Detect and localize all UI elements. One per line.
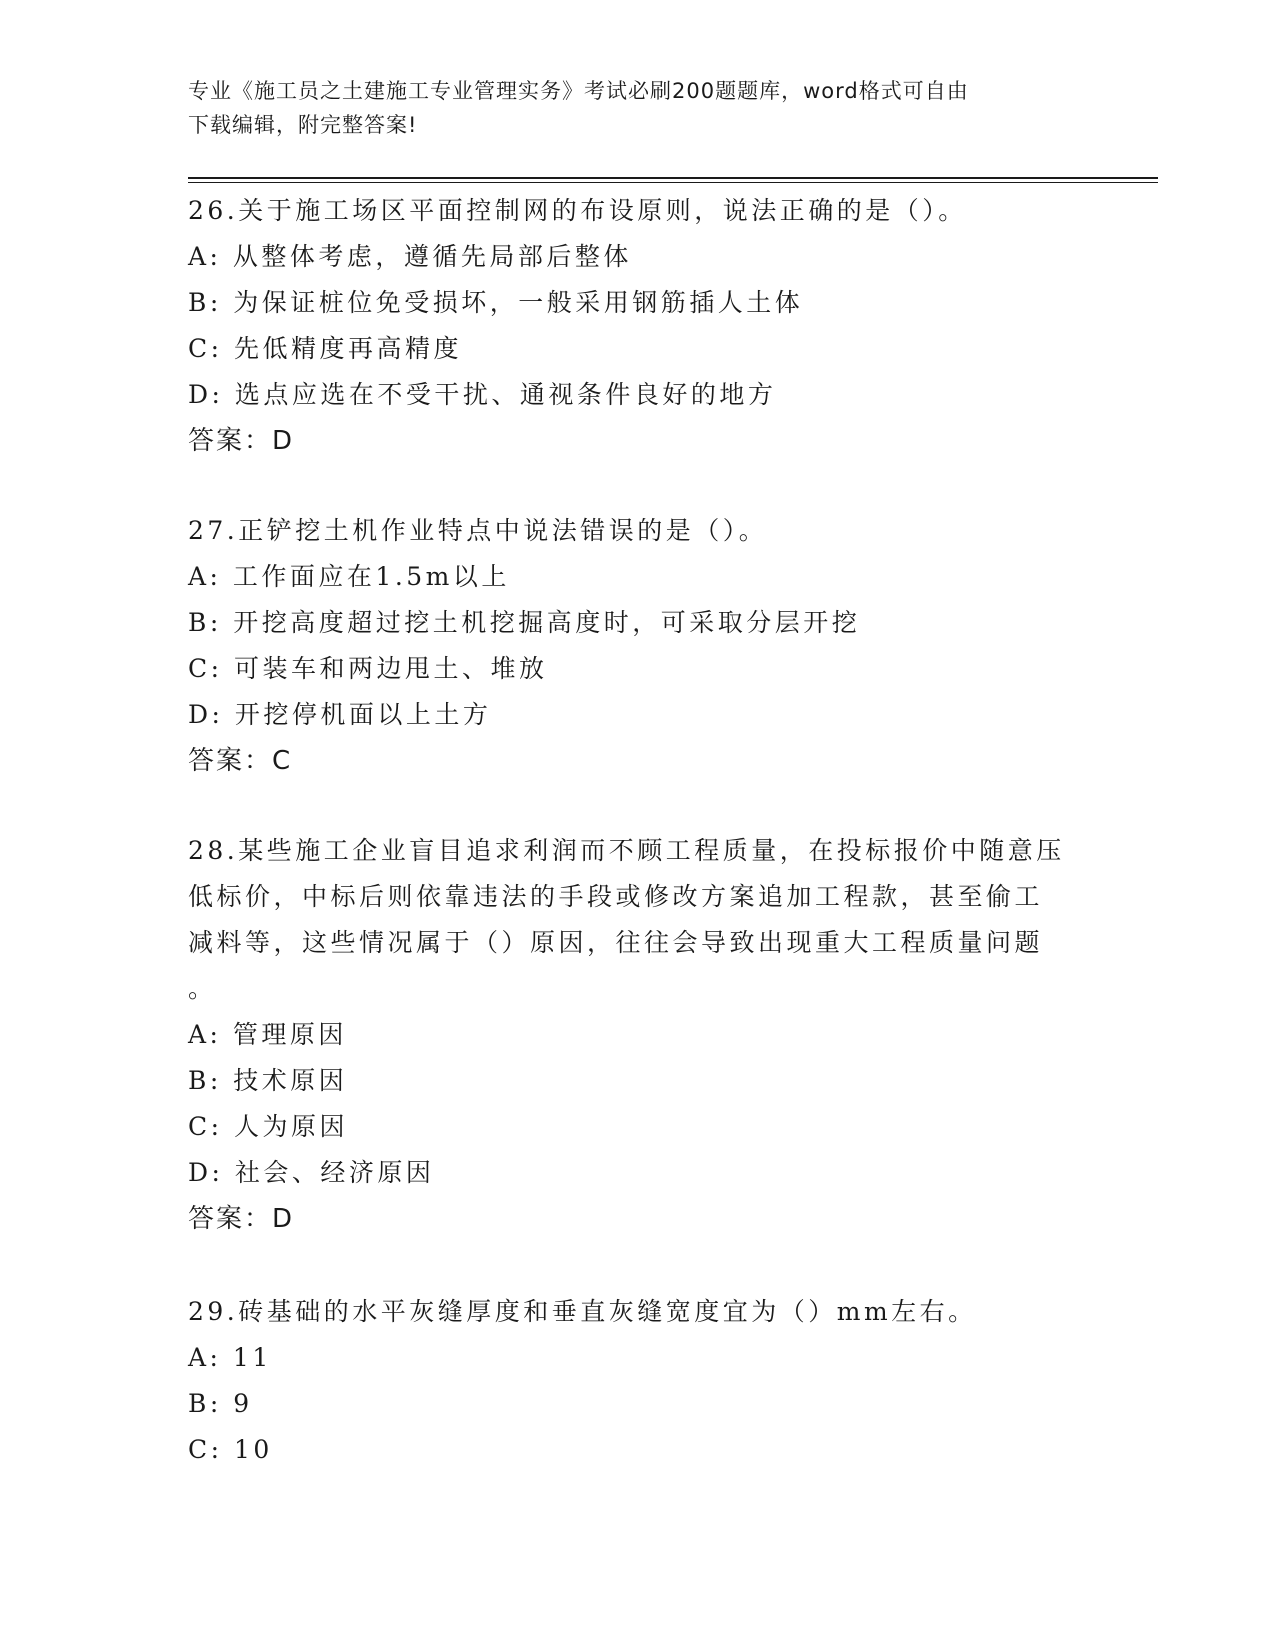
option-d: D: 选点应选在不受干扰、通视条件良好的地方 [188, 380, 777, 409]
option-b: B: 9 [188, 1389, 253, 1418]
option-c: C: 10 [188, 1435, 273, 1464]
question-stem: 26.关于施工场区平面控制网的布设原则，说法正确的是（）。 [188, 196, 967, 225]
answer-label: 答案：D [188, 1204, 295, 1234]
question-26 [188, 188, 1088, 464]
question-stem-line-4: 。 [188, 974, 217, 1003]
header-divider-thick [188, 177, 1158, 179]
header-divider-thin [188, 182, 1158, 183]
option-c: C: 先低精度再高精度 [188, 334, 462, 363]
option-d: D: 开挖停机面以上土方 [188, 700, 492, 729]
option-b: B: 技术原因 [188, 1066, 348, 1095]
question-29 [188, 1289, 1088, 1473]
header-line-1: 专业《施工员之土建施工专业管理实务》考试必刷200题题库，word格式可自由 [188, 79, 969, 103]
question-28 [188, 828, 1088, 1242]
option-b: B: 为保证桩位免受损坏，一般采用钢筋插人土体 [188, 288, 804, 317]
question-stem-line-2: 低标价，中标后则依靠违法的手段或修改方案追加工程款，甚至偷工 [188, 882, 1044, 911]
option-c: C: 可装车和两边甩土、堆放 [188, 654, 548, 683]
question-27 [188, 508, 1088, 784]
question-stem: 27.正铲挖土机作业特点中说法错误的是（）。 [188, 516, 768, 545]
option-b: B: 开挖高度超过挖土机挖掘高度时，可采取分层开挖 [188, 608, 861, 637]
question-stem-line-1: 28.某些施工企业盲目追求利润而不顾工程质量，在投标报价中随意压 [188, 836, 1065, 865]
option-c: C: 人为原因 [188, 1112, 348, 1141]
answer-label: 答案：C [188, 746, 293, 776]
option-a: A: 管理原因 [188, 1020, 347, 1049]
question-stem-line-3: 减料等，这些情况属于（）原因，往往会导致出现重大工程质量问题 [188, 928, 1044, 957]
option-a: A: 工作面应在1.5m以上 [188, 562, 510, 591]
header-line-2: 下载编辑，附完整答案! [188, 113, 418, 137]
option-d: D: 社会、经济原因 [188, 1158, 435, 1187]
document-header [188, 74, 1088, 142]
option-a: A: 11 [188, 1343, 272, 1372]
option-a: A: 从整体考虑，遵循先局部后整体 [188, 242, 632, 271]
answer-label: 答案：D [188, 426, 295, 456]
question-stem: 29.砖基础的水平灰缝厚度和垂直灰缝宽度宜为（）mm左右。 [188, 1297, 977, 1326]
